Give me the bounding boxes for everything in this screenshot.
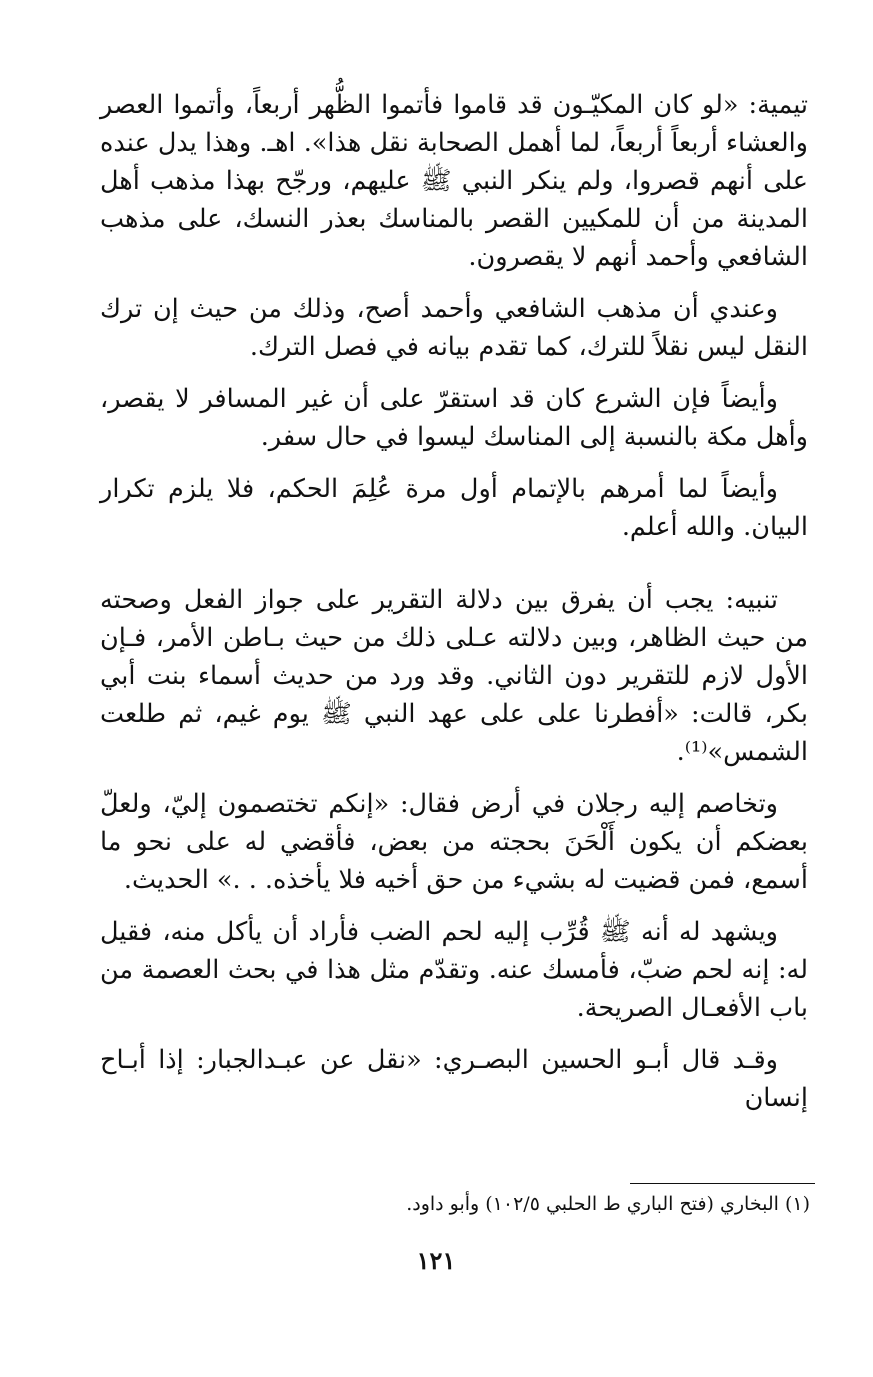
page-number: ١٢١ xyxy=(416,1246,456,1275)
body-text xyxy=(100,86,808,1117)
footnote: (١) البخاري (فتح الباري ط الحلبي ١٠٢/٥) وأبو داود. xyxy=(406,1193,810,1215)
paragraph-7: ويشهد له أنه ﷺ قُرِّب إليه لحم الضب فأراد أن يأكل منه، فقيل له: إنه لحم ضبّ، فأمسك عنه. وتقدّم مثل هذا في بحث العصمة من باب الأفعـال الصريحة. xyxy=(100,917,808,1023)
paragraph-4: وأيضاً لما أمرهم بالإتمام أول مرة عُلِمَ الحكم، فلا يلزم تكرار البيان. والله أعلم. xyxy=(100,474,808,542)
paragraph-6: وتخاصم إليه رجلان في أرض فقال: «إنكم تختصمون إليّ، ولعلّ بعضكم أن يكون أَلْحَنَ بحجته من بعض، فأقضي له على نحو ما أسمع، فمن قضيت له بشيء من حق أخيه فلا يأخذه. . .» الحديث. xyxy=(100,789,808,895)
paragraph-8: وقـد قال أبـو الحسين البصـري: «نقل عن عبـدالجبار: إذا أبـاح إنسان xyxy=(100,1045,808,1113)
footnote-divider xyxy=(630,1183,815,1184)
paragraph-5-note: تنبيه: يجب أن يفرق بين دلالة التقرير على جواز الفعل وصحته من حيث الظاهر، وبين دلالته عـلى ذلك من حيث بـاطن الأمر، فـإن الأول لازم للتقرير دون الثاني. وقد ورد من حديث أسماء بنت أبي بكر، قالت: «أفطرنا على على عهد النبي ﷺ يوم غيم، ثم طلعت الشمس»⁽¹⁾. xyxy=(100,585,808,767)
paragraph-3: وأيضاً فإن الشرع كان قد استقرّ على أن غير المسافر لا يقصر، وأهل مكة بالنسبة إلى المناسك ليسوا في حال سفر. xyxy=(100,384,808,452)
paragraph-1: تيمية: «لو كان المكيّـون قد قاموا فأتموا الظُّهر أربعاً، وأتموا العصر والعشاء أربعاً أربعاً، لما أهمل الصحابة نقل هذا». اهـ. وهذا يدل عنده على أنهم قصروا، ولم ينكر النبي ﷺ عليهم، ورجّح بهذا مذهب أهل المدينة من أن للمكيين القصر بالمناسك بعذر النسك، على مذهب الشافعي وأحمد أنهم لا يقصرون. xyxy=(100,90,808,272)
paragraph-2: وعندي أن مذهب الشافعي وأحمد أصح، وذلك من حيث إن ترك النقل ليس نقلاً للترك، كما تقدم بيانه في فصل الترك. xyxy=(100,294,808,362)
